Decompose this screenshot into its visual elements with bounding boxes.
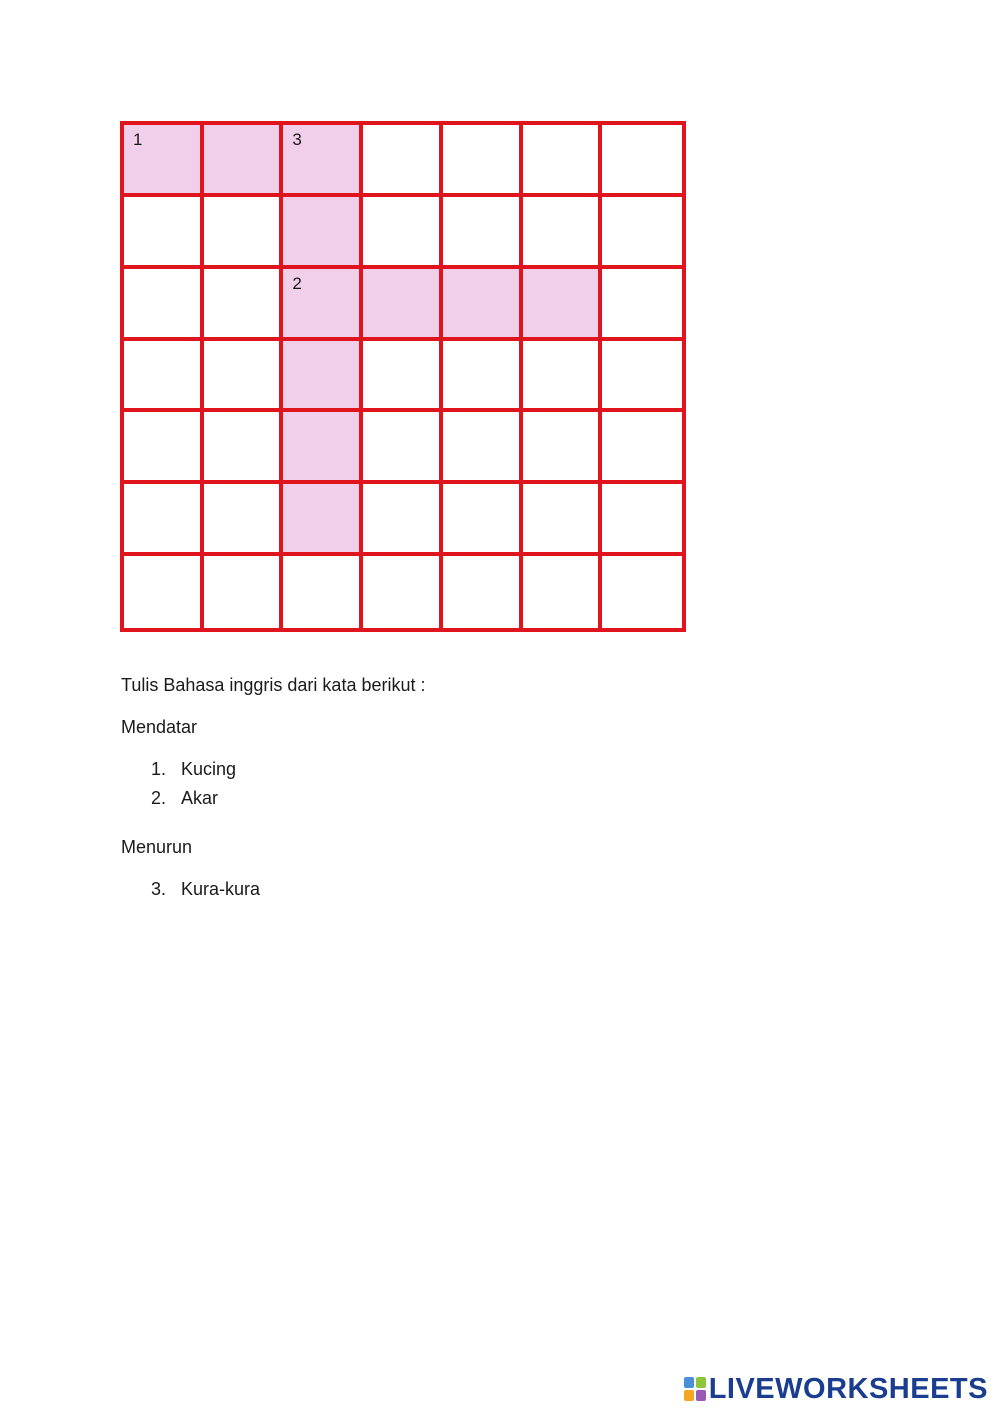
crossword-cell [602,341,682,413]
crossword-cell [523,341,603,413]
crossword-cell-answer[interactable] [283,125,363,197]
clue-number: 1. [151,759,167,779]
crossword-cell [204,484,284,556]
crossword-cell [124,197,204,269]
crossword-cell [124,556,204,628]
crossword-cell [443,412,523,484]
crossword-cell [363,125,443,197]
clue-item [121,758,721,787]
crossword-cell [602,269,682,341]
crossword-cell [204,341,284,413]
crossword-cell [523,484,603,556]
crossword-cell [602,412,682,484]
logo-square-icon [684,1377,694,1388]
crossword-cell [124,412,204,484]
clue-text: Akar [181,788,219,808]
clue-number: 2. [151,788,167,808]
crossword-cell-answer[interactable] [443,269,523,341]
crossword-cell [443,341,523,413]
crossword-cell [443,556,523,628]
crossword-cell [124,484,204,556]
crossword-cell [523,125,603,197]
crossword-cell [363,197,443,269]
clue-item [121,787,721,816]
clue-text: Kucing [181,759,237,779]
instructions-intro: Tulis Bahasa inggris dari kata berikut : [121,675,426,695]
instructions [121,674,721,927]
crossword-grid [120,121,686,632]
crossword-cell [204,556,284,628]
across-clues [121,758,721,816]
across-label: Mendatar [121,717,198,737]
crossword-cell [124,341,204,413]
clue-number: 3. [151,879,167,899]
clue-number-label: 2 [292,273,302,293]
crossword-cell [602,197,682,269]
logo-square-icon [696,1390,706,1401]
clue-item [121,878,721,907]
logo-square-icon [696,1377,706,1388]
crossword-cell [204,197,284,269]
crossword-cell [363,341,443,413]
crossword-cell [363,556,443,628]
crossword-cell [523,197,603,269]
crossword-cell [523,556,603,628]
crossword-cell [124,269,204,341]
logo-mark-icon [684,1377,706,1401]
crossword-cell-answer[interactable] [283,484,363,556]
crossword-cell [443,484,523,556]
crossword-cell-answer[interactable] [363,269,443,341]
crossword-cell-answer[interactable] [523,269,603,341]
crossword-cell [602,484,682,556]
crossword-cell [443,125,523,197]
crossword-cell [363,412,443,484]
clue-text: Kura-kura [181,879,261,899]
crossword-cell [602,125,682,197]
crossword-cell [204,412,284,484]
crossword-cell [523,412,603,484]
crossword-cell [443,197,523,269]
down-clues [121,878,721,907]
logo-square-icon [684,1390,694,1401]
crossword-cell-answer[interactable] [124,125,204,197]
clue-number-label: 1 [133,130,143,149]
crossword-cell [602,556,682,628]
clue-number-label: 3 [292,130,302,149]
crossword-cell-answer[interactable] [283,269,363,341]
logo-text: LIVEWORKSHEETS [708,1373,988,1405]
liveworksheets-logo [684,1373,988,1405]
crossword-cell [363,484,443,556]
crossword-cell [283,556,363,628]
crossword-cell-answer[interactable] [283,341,363,413]
crossword-cell-answer[interactable] [283,197,363,269]
crossword-cell-answer[interactable] [283,412,363,484]
crossword-cell [204,269,284,341]
crossword-cell-answer[interactable] [204,125,284,197]
down-label: Menurun [121,837,193,857]
